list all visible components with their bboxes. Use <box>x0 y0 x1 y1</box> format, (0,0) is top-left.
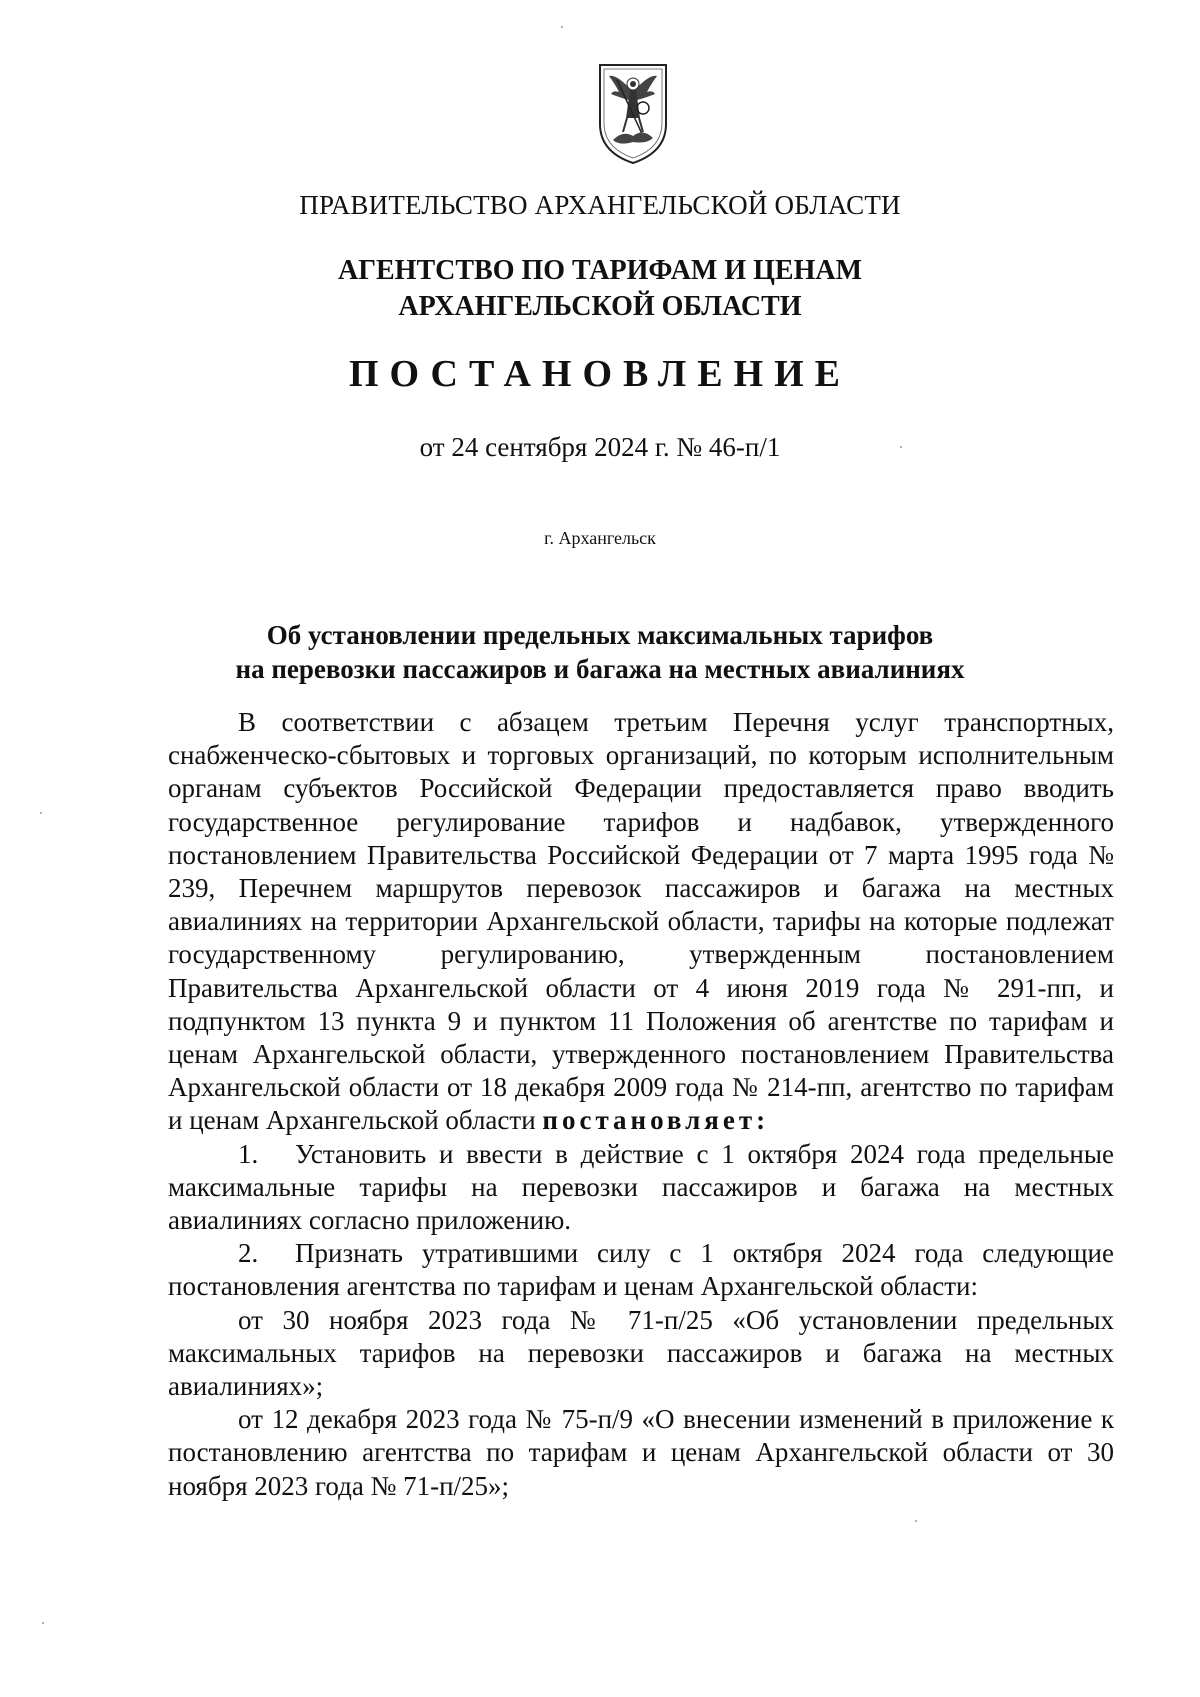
item-1 <box>168 1138 1114 1238</box>
item-1-text: Установить и ввести в действие с 1 октября 2024 года предельные максимальные тарифы на перевозки пассажиров и багажа на местных авиалиниях согласно приложению. <box>168 1138 1114 1236</box>
decree-word: постановляет: <box>542 1105 770 1136</box>
coat-of-arms-icon <box>597 62 669 166</box>
scan-speck <box>561 26 563 28</box>
item-2-sub-2: от 12 декабря 2023 года № 75-п/9 «О внесении изменений в приложение к постановлению агентства по тарифам и ценам Архангельской области от 30 ноября 2023 года № 71-п/25»; <box>168 1404 1114 1501</box>
document-number: от 24 сентября 2024 г. № 46-п/1 <box>419 432 781 462</box>
subject-line1: Об установлении предельных максимальных тарифов <box>266 620 934 650</box>
document-body <box>168 706 1114 1503</box>
document-type: ПОСТАНОВЛЕНИЕ <box>348 353 852 395</box>
subject-line2: на перевозки пассажиров и багажа на местных авиалиниях <box>235 654 965 684</box>
item-2 <box>168 1237 1114 1303</box>
preamble-text: В соответствии с абзацем третьим Перечня услуг транспортных, снабженческо-сбытовых и торговых организаций, по которым исполнительным органам субъектов Российской Федерации предоставляется право вводить государственное регулирование тарифов и надбавок, утвержденного постановлением Правительства Российской Федерации от 7 марта 1995 года № 239, Перечнем маршрутов перевозок пассажиров и багажа на местных авиалиниях на территории Архангельской области, тарифы на которые подлежат государственному регулированию, утвержденным постановлением Правительства Архангельской области от 4 июня 2019 года № 291-пп, и подпунктом 13 пункта 9 и пунктом 11 Положения об агентстве по тарифам и ценам Архангельской области, утвержденного постановлением Правительства Архангельской области от 18 декабря 2009 года № 214-пп, агентство по тарифам и ценам Архангельской области <box>168 707 1114 1136</box>
item-2-sub-1: от 30 ноября 2023 года № 71-п/25 «Об установлении предельных максимальных тарифов на перевозки пассажиров и багажа на местных авиалиниях»; <box>168 1304 1114 1402</box>
document-subject <box>0 618 1200 686</box>
agency-name-line1: АГЕНТСТВО ПО ТАРИФАМ И ЦЕНАМ <box>337 255 863 286</box>
item-2-number: 2. <box>238 1238 259 1269</box>
scan-speck <box>915 1520 917 1522</box>
scan-speck <box>40 812 42 814</box>
government-name: ПРАВИТЕЛЬСТВО АРХАНГЕЛЬСКОЙ ОБЛАСТИ <box>299 190 901 220</box>
preamble-paragraph <box>168 706 1114 1138</box>
agency-name-line2: АРХАНГЕЛЬСКОЙ ОБЛАСТИ <box>398 291 802 322</box>
scan-speck <box>42 1622 44 1624</box>
city: г. Архангельск <box>544 528 656 548</box>
scan-speck <box>900 446 902 448</box>
item-1-number: 1. <box>238 1138 259 1169</box>
agency-name <box>0 253 1200 325</box>
item-2-text: Признать утратившими силу с 1 октября 2024 года следующие постановления агентства по тарифам и ценам Архангельской области: <box>168 1238 1114 1302</box>
